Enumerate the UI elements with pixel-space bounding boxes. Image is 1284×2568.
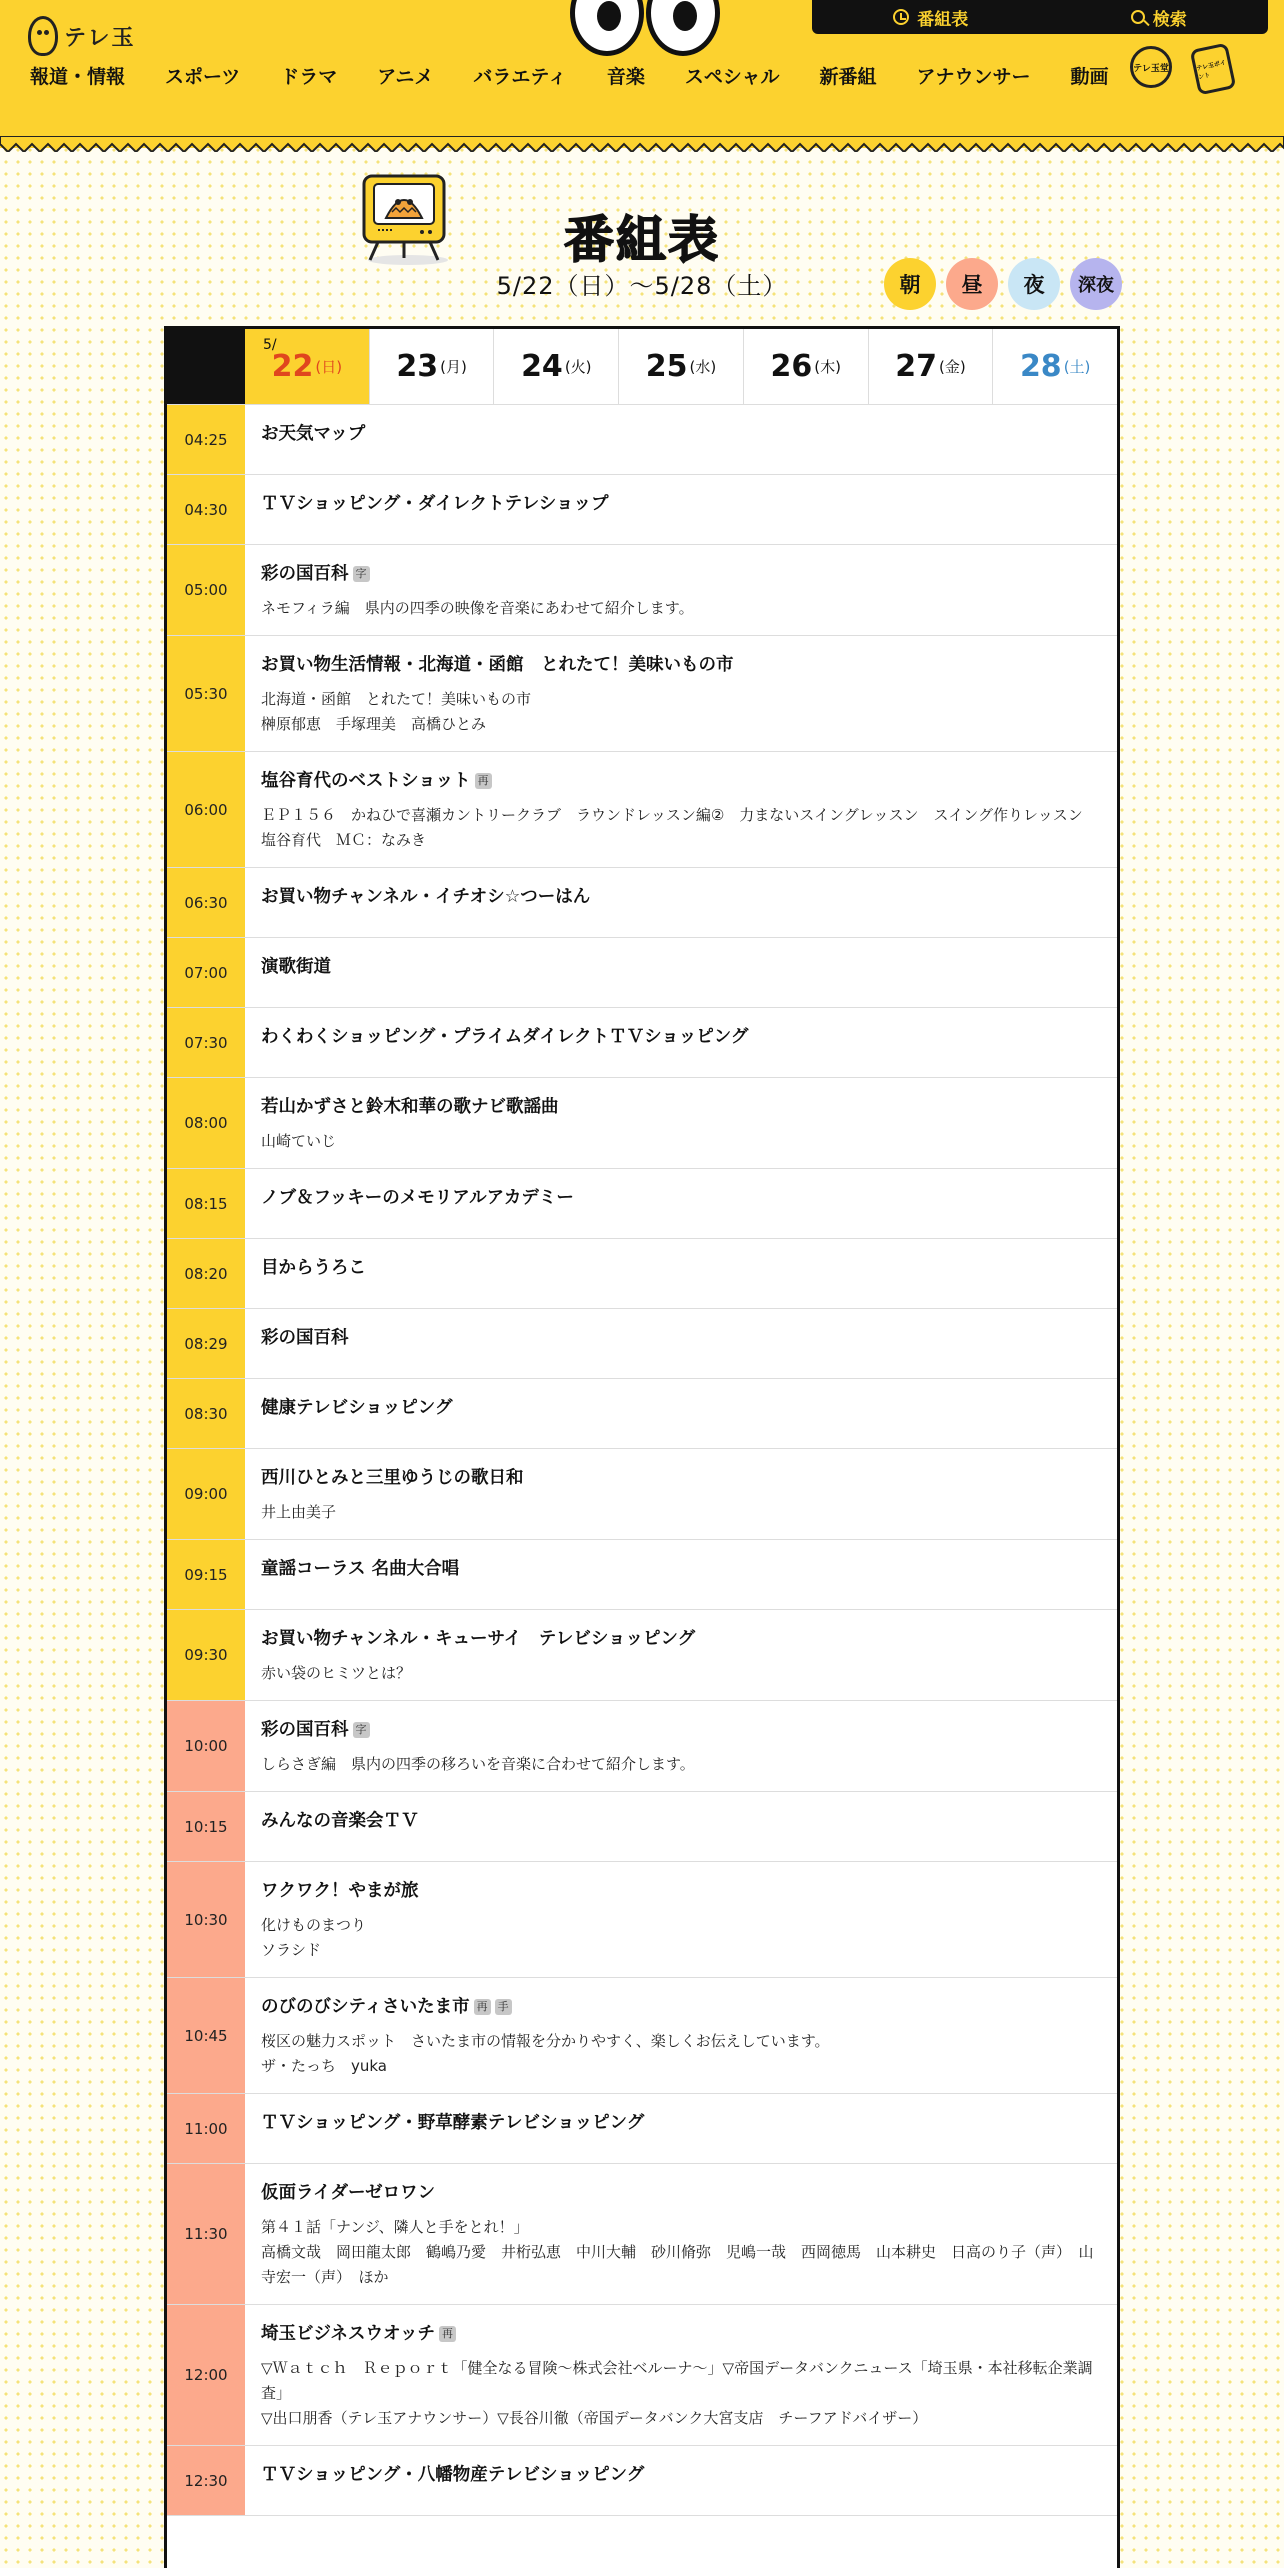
program-start-time: 05:00 (167, 545, 245, 635)
day-number: 25 (645, 349, 688, 384)
program-details (245, 2094, 1117, 2163)
program-list (167, 405, 1117, 2516)
nav-special[interactable]: スペシャル (684, 66, 780, 88)
program-start-time: 10:15 (167, 1792, 245, 1861)
program-details (245, 405, 1117, 474)
program-details (245, 2305, 1117, 2445)
day-month: 5/ (263, 337, 277, 353)
program-title[interactable]: 彩の国百科 (261, 1720, 349, 1740)
day-tab-22[interactable] (245, 329, 369, 404)
schedule-link-label: 番組表 (917, 9, 969, 30)
program-description-line: 塩谷育代 ＭＣ：なみき (261, 831, 427, 849)
program-start-time: 11:30 (167, 2164, 245, 2304)
program-row[interactable] (167, 1379, 1117, 1449)
program-description (261, 2356, 1101, 2431)
program-title-line (261, 1995, 1101, 2019)
program-badge: 手 (495, 1999, 512, 2015)
program-details (245, 636, 1117, 751)
program-description (261, 2215, 1101, 2290)
program-details (245, 1309, 1117, 1378)
week-date-range: 5/22（日）〜5/28（土） (496, 272, 788, 300)
day-header-corner (167, 329, 245, 404)
day-number: 24 (521, 349, 563, 384)
program-title[interactable]: 演歌街道 (261, 957, 331, 977)
program-title[interactable]: 若山かずさと鈴木和華の歌ナビ歌謡曲 (261, 1097, 559, 1117)
day-weekday: (日) (315, 358, 343, 376)
evening-button[interactable]: 夜 (1008, 258, 1060, 310)
program-title-line (261, 1256, 1101, 1280)
site-header (0, 0, 1284, 148)
day-tab-28[interactable] (992, 329, 1117, 404)
program-title-line (261, 955, 1101, 979)
program-title[interactable]: ワクワク！やまが旅 (261, 1881, 419, 1901)
program-badge: 字 (353, 566, 370, 582)
program-title-line (261, 1557, 1101, 1581)
program-title-line (261, 2181, 1101, 2205)
shop-link[interactable] (1130, 46, 1172, 92)
program-row[interactable] (167, 1239, 1117, 1309)
program-description-line: 桜区の魅力スポット さいたま市の情報を分かりやすく、楽しくお伝えしています。 (261, 2032, 830, 2050)
site-logo[interactable] (28, 16, 136, 56)
program-title[interactable]: ＴＶショッピング・ダイレクトテレショップ (261, 494, 609, 514)
day-weekday: (水) (689, 358, 717, 376)
shop-label: テレ玉堂 (1133, 63, 1169, 74)
program-start-time: 07:30 (167, 1008, 245, 1077)
program-row[interactable] (167, 636, 1117, 752)
top-utility-bar (812, 0, 1268, 34)
program-description (261, 1913, 1101, 1963)
program-start-time: 10:45 (167, 1978, 245, 2093)
program-row[interactable] (167, 1862, 1117, 1978)
nav-announcers[interactable]: アナウンサー (916, 66, 1031, 88)
program-start-time: 06:30 (167, 868, 245, 937)
day-number: 26 (770, 349, 813, 384)
program-title-line (261, 1186, 1101, 1210)
program-start-time: 10:30 (167, 1862, 245, 1977)
program-description (261, 2029, 1101, 2079)
program-schedule (164, 326, 1120, 2568)
program-details (245, 1008, 1117, 1077)
program-description-line: 山崎ていじ (261, 1132, 337, 1150)
program-title-line (261, 653, 1101, 677)
nav-anime[interactable]: アニメ (377, 66, 434, 88)
day-tab-27[interactable] (868, 329, 993, 404)
day-weekday: (月) (440, 358, 467, 376)
tetama-mascot-icon (28, 16, 58, 56)
nav-variety[interactable]: バラエティ (473, 66, 567, 88)
program-description-line: 化けものまつり (261, 1916, 367, 1934)
app-label: テレ玉ポイント (1195, 59, 1227, 82)
program-details (245, 1978, 1117, 2093)
program-title-line (261, 2322, 1101, 2346)
shop-bell-icon (1130, 46, 1172, 88)
program-details (245, 1379, 1117, 1448)
nav-music[interactable]: 音楽 (606, 66, 645, 88)
program-row[interactable] (167, 868, 1117, 938)
program-title-line (261, 1627, 1101, 1651)
program-start-time: 09:15 (167, 1540, 245, 1609)
program-row[interactable] (167, 1978, 1117, 2094)
program-badge: 再 (439, 2326, 456, 2342)
program-start-time: 12:30 (167, 2446, 245, 2515)
nav-drama[interactable]: ドラマ (280, 66, 338, 88)
right-eye-icon (646, 0, 720, 56)
program-description-line: ▽Ｗａｔｃｈ Ｒｅｐｏｒｔ「健全なる冒険～株式会社ベルーナ～」▽帝国データバンクニュース「埼玉県・本社移転企業調査」 (261, 2359, 1093, 2402)
program-start-time: 08:15 (167, 1169, 245, 1238)
program-description-line: 北海道・函館 とれたて！美味いもの市 (261, 690, 532, 708)
program-title[interactable]: お買い物チャンネル・キューサイ テレビショッピング (261, 1629, 696, 1649)
program-title-line (261, 492, 1101, 516)
day-weekday: (土) (1063, 358, 1091, 376)
program-description-line: ▽出口朋香（テレ玉アナウンサー）▽長谷川徹（帝国データバンク大宮支店 チーフアドバイザー） (261, 2409, 928, 2427)
program-title-line (261, 1095, 1101, 1119)
program-title[interactable]: ＴＶショッピング・八幡物産テレビショッピング (261, 2465, 645, 2485)
program-details (245, 1610, 1117, 1700)
nav-new-programs[interactable]: 新番組 (819, 66, 877, 88)
program-title-line (261, 885, 1101, 909)
program-details (245, 475, 1117, 544)
day-weekday: (火) (564, 358, 592, 376)
program-start-time: 08:20 (167, 1239, 245, 1308)
smartphone-icon (1190, 43, 1237, 96)
program-description (261, 1661, 1101, 1686)
left-eye-icon (570, 0, 644, 56)
program-details (245, 752, 1117, 867)
program-title[interactable]: お買い物生活情報・北海道・函館 とれたて！美味いもの市 (261, 655, 734, 675)
program-details (245, 1792, 1117, 1861)
mascot-eyes (570, 0, 720, 56)
day-tab-25[interactable] (618, 329, 743, 404)
program-row[interactable] (167, 2305, 1117, 2446)
program-row[interactable] (167, 2094, 1117, 2164)
program-row[interactable] (167, 1169, 1117, 1239)
program-title[interactable]: 目からうろこ (261, 1258, 366, 1278)
program-badge: 再 (474, 1999, 491, 2015)
day-tab-26[interactable] (743, 329, 868, 404)
program-title[interactable]: お天気マップ (261, 424, 366, 444)
program-row[interactable] (167, 405, 1117, 475)
day-tab-24[interactable] (493, 329, 618, 404)
program-title[interactable]: ＴＶショッピング・野草酵素テレビショッピング (261, 2113, 645, 2133)
program-description-line: 榊原郁恵 手塚理美 高橋ひとみ (261, 715, 487, 733)
late-night-button[interactable]: 深夜 (1070, 258, 1122, 310)
program-title-line (261, 1718, 1101, 1742)
program-details (245, 1239, 1117, 1308)
program-details (245, 1862, 1117, 1977)
program-title[interactable]: のびのびシティさいたま市 (261, 1997, 470, 2017)
program-title[interactable]: 童謡コーラス 名曲大合唱 (261, 1559, 460, 1579)
search-icon (1131, 10, 1145, 24)
program-row[interactable] (167, 1078, 1117, 1169)
nav-sports[interactable]: スポーツ (165, 66, 241, 88)
program-title-line (261, 562, 1101, 586)
day-number: 22 (271, 349, 314, 384)
program-description-line: ＥＰ１５６ かねひで喜瀬カントリークラブ ラウンドレッスン編② 力まないスイングレッスン スイング作りレッスン (261, 806, 1083, 824)
program-description-line: 井上由美子 (261, 1503, 337, 1521)
program-start-time: 09:00 (167, 1449, 245, 1539)
program-row[interactable] (167, 2446, 1117, 2516)
program-title[interactable]: わくわくショッピング・プライムダイレクトＴＶショッピング (261, 1027, 749, 1047)
program-description-line: ネモフィラ編 県内の四季の映像を音楽にあわせて紹介します。 (261, 599, 694, 617)
day-weekday: (金) (938, 358, 966, 376)
program-start-time: 08:00 (167, 1078, 245, 1168)
program-description (261, 596, 1101, 621)
program-title[interactable]: 彩の国百科 (261, 1328, 349, 1348)
program-description-line: 赤い袋のヒミツとは？ (261, 1664, 412, 1682)
program-row[interactable] (167, 2164, 1117, 2305)
program-title-line (261, 1025, 1101, 1049)
program-title[interactable]: 埼玉ビジネスウオッチ (261, 2324, 435, 2344)
program-title-line (261, 1326, 1101, 1350)
program-title-line (261, 2463, 1101, 2487)
program-description (261, 1752, 1101, 1777)
program-description (261, 803, 1101, 853)
program-badge: 再 (475, 773, 492, 789)
program-start-time: 11:00 (167, 2094, 245, 2163)
program-details (245, 1449, 1117, 1539)
program-description (261, 1500, 1101, 1525)
program-row[interactable] (167, 1792, 1117, 1862)
program-title-line (261, 1466, 1101, 1490)
program-start-time: 07:00 (167, 938, 245, 1007)
program-row[interactable] (167, 938, 1117, 1008)
day-number: 23 (396, 349, 439, 384)
program-details (245, 1169, 1117, 1238)
schedule-link[interactable] (893, 5, 968, 30)
program-details (245, 1701, 1117, 1791)
program-start-time: 04:25 (167, 405, 245, 474)
program-title-line (261, 2111, 1101, 2135)
program-row[interactable] (167, 1008, 1117, 1078)
clock-icon (893, 9, 909, 25)
program-row[interactable] (167, 475, 1117, 545)
program-description-line: 第４１話「ナンジ、隣人と手をとれ！」 (261, 2218, 529, 2236)
program-description-line: 高橋文哉 岡田龍太郎 鶴嶋乃愛 井桁弘恵 中川大輔 砂川脩弥 児嶋一哉 西岡徳馬 山本耕史 日高のり子（声） 山寺宏一（声） ほか (261, 2243, 1094, 2286)
day-number: 27 (895, 349, 937, 384)
program-title-line (261, 1396, 1101, 1420)
program-description (261, 1129, 1101, 1154)
program-title[interactable]: 彩の国百科 (261, 564, 349, 584)
nav-news[interactable]: 報道・情報 (30, 66, 126, 88)
nav-videos[interactable]: 動画 (1070, 66, 1109, 88)
program-description-line: ザ・たっち yuka (261, 2057, 387, 2075)
program-title[interactable]: 西川ひとみと三里ゆうじの歌日和 (261, 1468, 524, 1488)
program-title[interactable]: 塩谷育代のベストショット (261, 771, 471, 791)
program-title[interactable]: みんなの音楽会ＴＶ (261, 1811, 419, 1831)
main-nav (30, 62, 1149, 89)
search-link-label: 検索 (1152, 9, 1187, 30)
program-title[interactable]: 仮面ライダーゼロワン (261, 2183, 436, 2203)
program-row[interactable] (167, 1449, 1117, 1540)
day-number: 28 (1019, 349, 1062, 384)
day-tabs (167, 329, 1117, 405)
program-details (245, 545, 1117, 635)
program-row[interactable] (167, 1540, 1117, 1610)
program-start-time: 08:30 (167, 1379, 245, 1448)
program-details (245, 1540, 1117, 1609)
program-row[interactable] (167, 545, 1117, 636)
program-title[interactable]: お買い物チャンネル・イチオシ☆つーはん (261, 887, 591, 907)
daytime-button[interactable]: 昼 (946, 258, 998, 310)
program-title-line (261, 422, 1101, 446)
program-description-line: ソラシド (261, 1941, 322, 1959)
program-start-time: 12:00 (167, 2305, 245, 2445)
program-start-time: 08:29 (167, 1309, 245, 1378)
day-weekday: (木) (814, 358, 841, 376)
program-title[interactable]: ノブ＆フッキーのメモリアルアカデミー (261, 1188, 574, 1208)
program-details (245, 938, 1117, 1007)
program-start-time: 06:00 (167, 752, 245, 867)
program-row[interactable] (167, 1701, 1117, 1792)
program-title-line (261, 769, 1101, 793)
program-title-line (261, 1809, 1101, 1833)
app-link[interactable] (1194, 46, 1232, 92)
program-row[interactable] (167, 1610, 1117, 1701)
header-zigzag-edge (0, 136, 1284, 152)
program-title-line (261, 1879, 1101, 1903)
program-start-time: 04:30 (167, 475, 245, 544)
program-badge: 字 (353, 1722, 370, 1738)
logo-text: テレ玉 (64, 25, 136, 51)
program-details (245, 2446, 1117, 2515)
program-details (245, 1078, 1117, 1168)
program-start-time: 05:30 (167, 636, 245, 751)
program-description-line: しらさぎ編 県内の四季の移ろいを音楽に合わせて紹介します。 (261, 1755, 695, 1773)
program-details (245, 868, 1117, 937)
program-row[interactable] (167, 1309, 1117, 1379)
nav-icon-links (1130, 46, 1232, 92)
program-description (261, 687, 1101, 737)
program-start-time: 10:00 (167, 1701, 245, 1791)
program-row[interactable] (167, 752, 1117, 868)
program-start-time: 09:30 (167, 1610, 245, 1700)
program-title[interactable]: 健康テレビショッピング (261, 1398, 453, 1418)
search-link[interactable] (1131, 5, 1187, 30)
page-title: 番組表 (564, 211, 720, 269)
morning-button[interactable]: 朝 (884, 258, 936, 310)
day-tab-23[interactable] (369, 329, 494, 404)
time-of-day-selector (884, 258, 1122, 310)
program-details (245, 2164, 1117, 2304)
